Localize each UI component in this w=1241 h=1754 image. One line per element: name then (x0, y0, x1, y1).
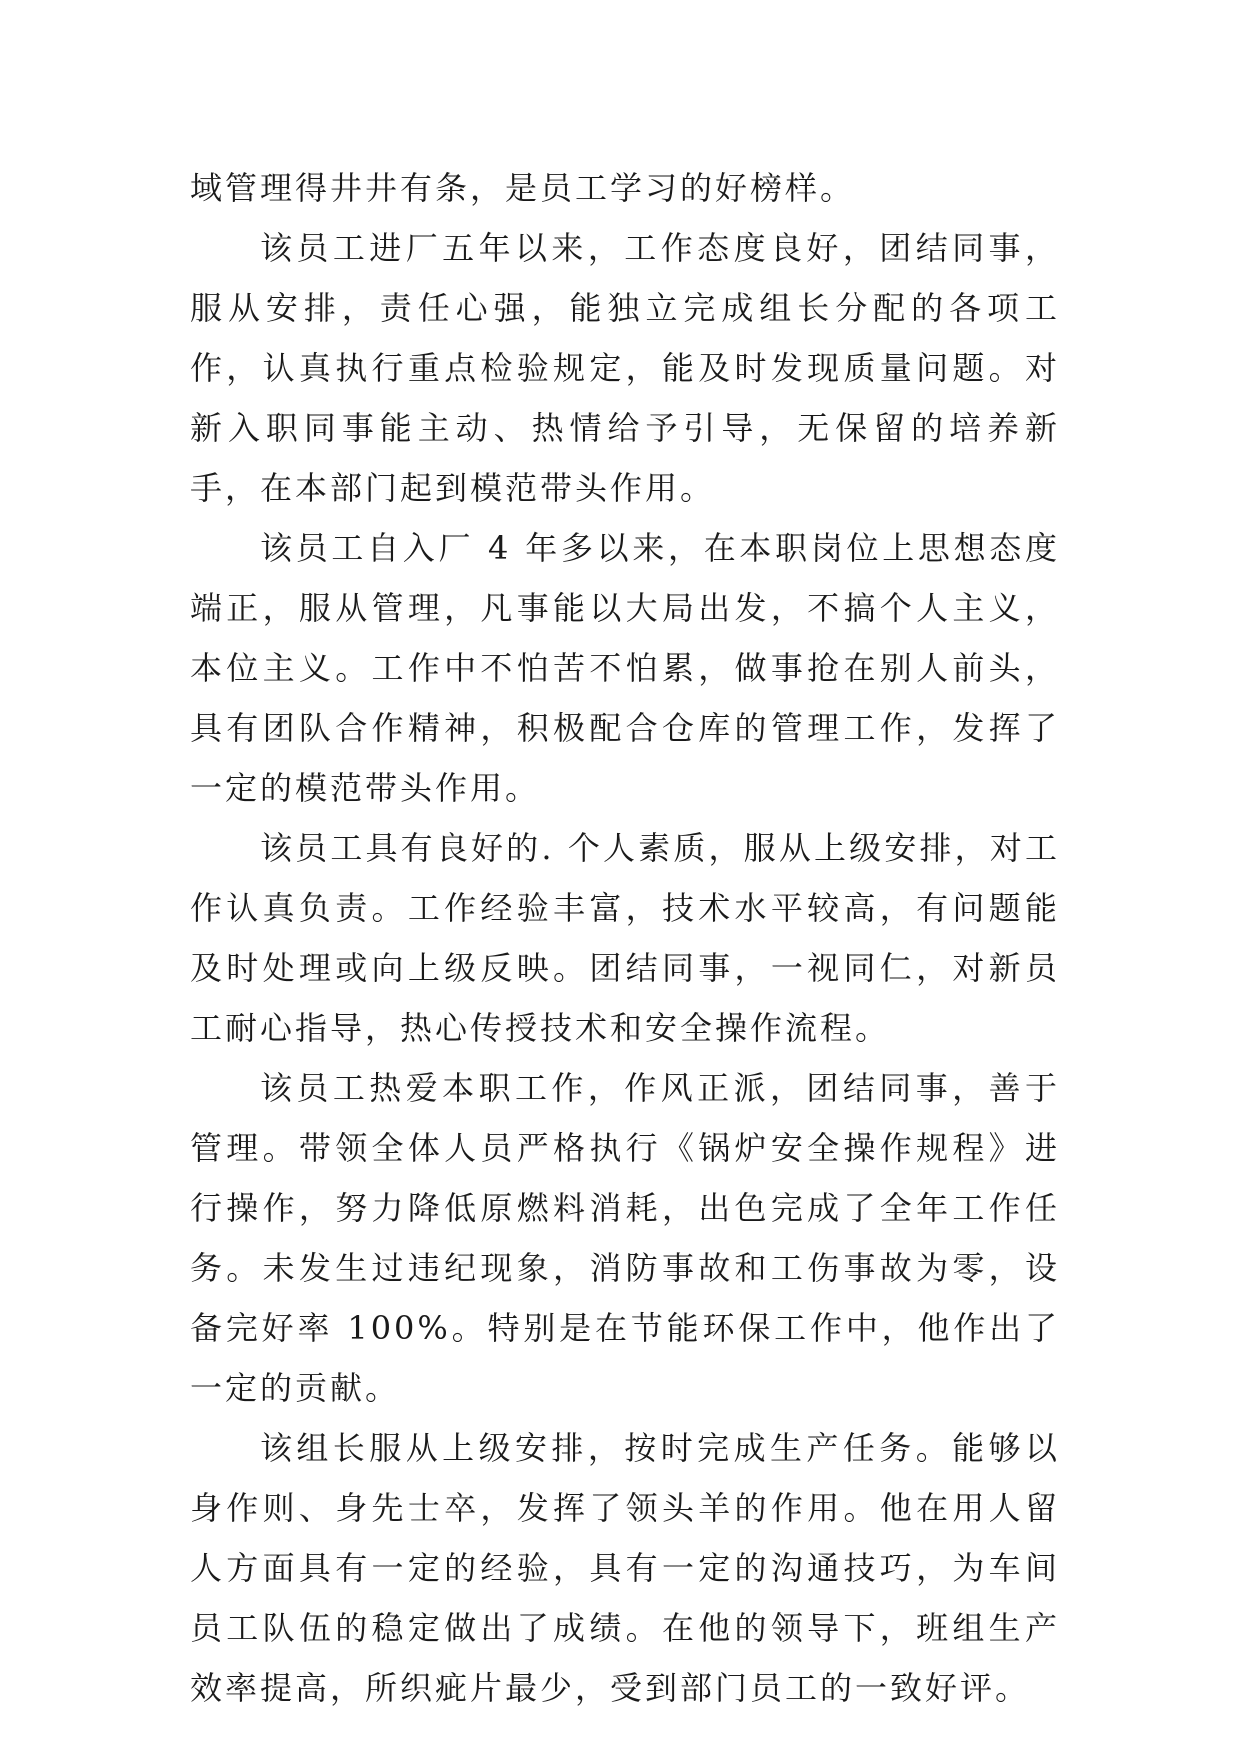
document-body (190, 158, 1060, 1718)
paragraph-evaluation-1: 该员工进厂五年以来，工作态度良好，团结同事，服从安排，责任心强，能独立完成组长分配的各项工作，认真执行重点检验规定，能及时发现质量问题。对新入职同事能主动、热情给予引导，无保留的培养新手，在本部门起到模范带头作用。 (190, 229, 1060, 507)
paragraph-continuation: 域管理得井井有条，是员工学习的好榜样。 (190, 169, 856, 207)
paragraph-evaluation-3: 该员工具有良好的. 个人素质，服从上级安排，对工作认真负责。工作经验丰富，技术水平较高，有问题能及时处理或向上级反映。团结同事，一视同仁，对新员工耐心指导，热心传授技术和安全操作流程。 (190, 829, 1060, 1047)
paragraph-evaluation-5: 该组长服从上级安排，按时完成生产任务。能够以身作则、身先士卒，发挥了领头羊的作用。他在用人留人方面具有一定的经验，具有一定的沟通技巧，为车间员工队伍的稳定做出了成绩。在他的领导下，班组生产效率提高，所织疵片最少，受到部门员工的一致好评。 (190, 1429, 1060, 1707)
paragraph-evaluation-2: 该员工自入厂 4 年多以来，在本职岗位上思想态度端正，服从管理，凡事能以大局出发，不搞个人主义，本位主义。工作中不怕苦不怕累，做事抢在别人前头，具有团队合作精神，积极配合仓库的管理工作，发挥了一定的模范带头作用。 (190, 529, 1060, 807)
paragraph-evaluation-4: 该员工热爱本职工作，作风正派，团结同事，善于管理。带领全体人员严格执行《锅炉安全操作规程》进行操作，努力降低原燃料消耗，出色完成了全年工作任务。未发生过违纪现象，消防事故和工伤事故为零，设备完好率 100%。特别是在节能环保工作中，他作出了一定的贡献。 (190, 1069, 1060, 1407)
